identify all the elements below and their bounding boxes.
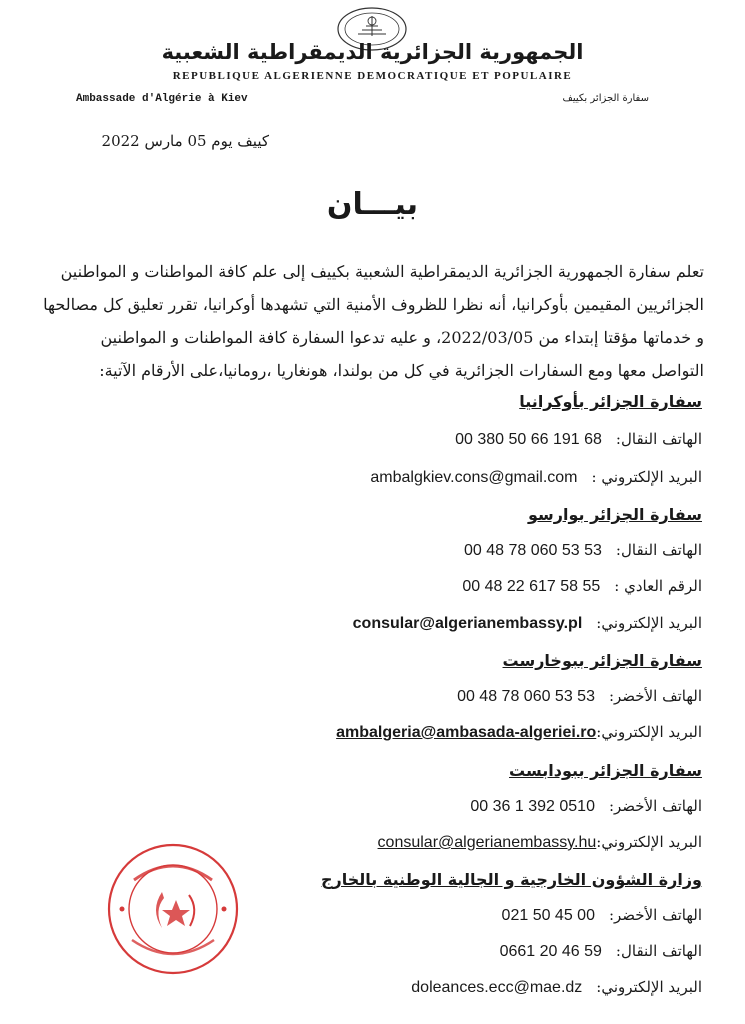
mobile-label: الهاتف النقال: (615, 430, 702, 448)
budapest-green-number: 00 36 1 392 0510 (470, 798, 595, 815)
email-label: البريد الإلكتروني : (591, 468, 702, 486)
ukraine-mobile-number: 00 380 50 66 191 68 (455, 431, 602, 448)
ministry-mobile-row (500, 942, 702, 961)
ukraine-mobile-row (455, 430, 702, 449)
ministry-email-row (411, 978, 702, 997)
section-title-budapest: سفارة الجزائر ببودابست (509, 761, 702, 780)
paragraph-line: التواصل معها ومع السفارات الجزائرية في كل من بولندا، هونغاريا ،رومانيا،على الأرقام الآتية: (99, 361, 704, 380)
section-title-bucharest: سفارة الجزائر ببوخارست (502, 651, 702, 670)
embassy-stamp-icon (104, 840, 242, 978)
email-label: البريد الإلكتروني: (596, 833, 702, 851)
paragraph-line: الجزائريين المقيمين بأوكرانيا، أنه نظرا للظروف الأمنية التي تشهدها أوكرانيا، تقرر تعليق كل مصالحها (43, 295, 704, 314)
ukraine-email: ambalgkiev.cons@gmail.com (370, 469, 578, 486)
page-title: بيـــان (326, 187, 419, 222)
paragraph-line: و خدماتها مؤقتا إبتداء من 2022/03/05، و عليه تدعوا السفارة كافة المواطنات و المواطنين (100, 328, 704, 347)
green-line-label: الهاتف الأخضر: (608, 797, 702, 815)
section-title-warsaw: سفارة الجزائر بوارسو (528, 505, 702, 524)
warsaw-phone-row (462, 577, 702, 596)
green-line-label: الهاتف الأخضر: (608, 906, 702, 924)
email-label: البريد الإلكتروني: (596, 978, 702, 996)
warsaw-email-row (353, 614, 702, 633)
ministry-email: doleances.ecc@mae.dz (411, 979, 583, 996)
mobile-label: الهاتف النقال: (615, 541, 702, 559)
document-date: كييف يوم 05 مارس 2022 (101, 132, 269, 150)
section-title-ukraine: سفارة الجزائر بأوكرانيا (519, 392, 702, 411)
warsaw-mobile-row (464, 541, 702, 560)
budapest-green-row (470, 797, 702, 816)
email-label: البريد الإلكتروني: (596, 614, 702, 632)
paragraph-line: تعلم سفارة الجمهورية الجزائرية الديمقراطية الشعبية بكييف إلى علم كافة المواطنات و المواطنين (60, 262, 704, 281)
republic-name-french: REPUBLIQUE ALGERIENNE DEMOCRATIQUE ET POPULAIRE (172, 70, 573, 82)
bucharest-green-row (457, 687, 702, 706)
ministry-green-number: 021 50 45 00 (501, 907, 595, 924)
mobile-label: الهاتف النقال: (615, 942, 702, 960)
warsaw-mobile-number: 00 48 78 060 53 53 (464, 542, 602, 559)
phone-label: الرقم العادي : (614, 577, 702, 595)
email-label: البريد الإلكتروني: (596, 723, 702, 741)
ministry-green-row (502, 906, 702, 925)
ukraine-email-row (370, 468, 702, 487)
embassy-name-arabic: سفارة الجزائر بكييف (562, 93, 649, 104)
bucharest-green-number: 00 48 78 060 53 53 (457, 688, 595, 705)
republic-name-arabic: الجمهورية الجزائرية الديمقراطية الشعبية (161, 40, 584, 64)
budapest-email-row (378, 833, 702, 852)
embassy-name-french: Ambassade d'Algérie à Kiev (76, 93, 248, 105)
announcement-paragraph (43, 255, 704, 387)
bucharest-email: ambalgeria@ambasada-algeriei.ro (336, 724, 597, 741)
section-title-ministry: وزارة الشؤون الخارجية و الجالية الوطنية بالخارج (320, 870, 702, 889)
warsaw-phone-number: 00 48 22 617 58 55 (462, 578, 601, 595)
warsaw-email: consular@algerianembassy.pl (352, 615, 583, 632)
green-line-label: الهاتف الأخضر: (608, 687, 702, 705)
budapest-email: consular@algerianembassy.hu (377, 834, 597, 851)
ministry-mobile-number: 0661 20 46 59 (499, 943, 602, 960)
bucharest-email-row (336, 723, 702, 742)
